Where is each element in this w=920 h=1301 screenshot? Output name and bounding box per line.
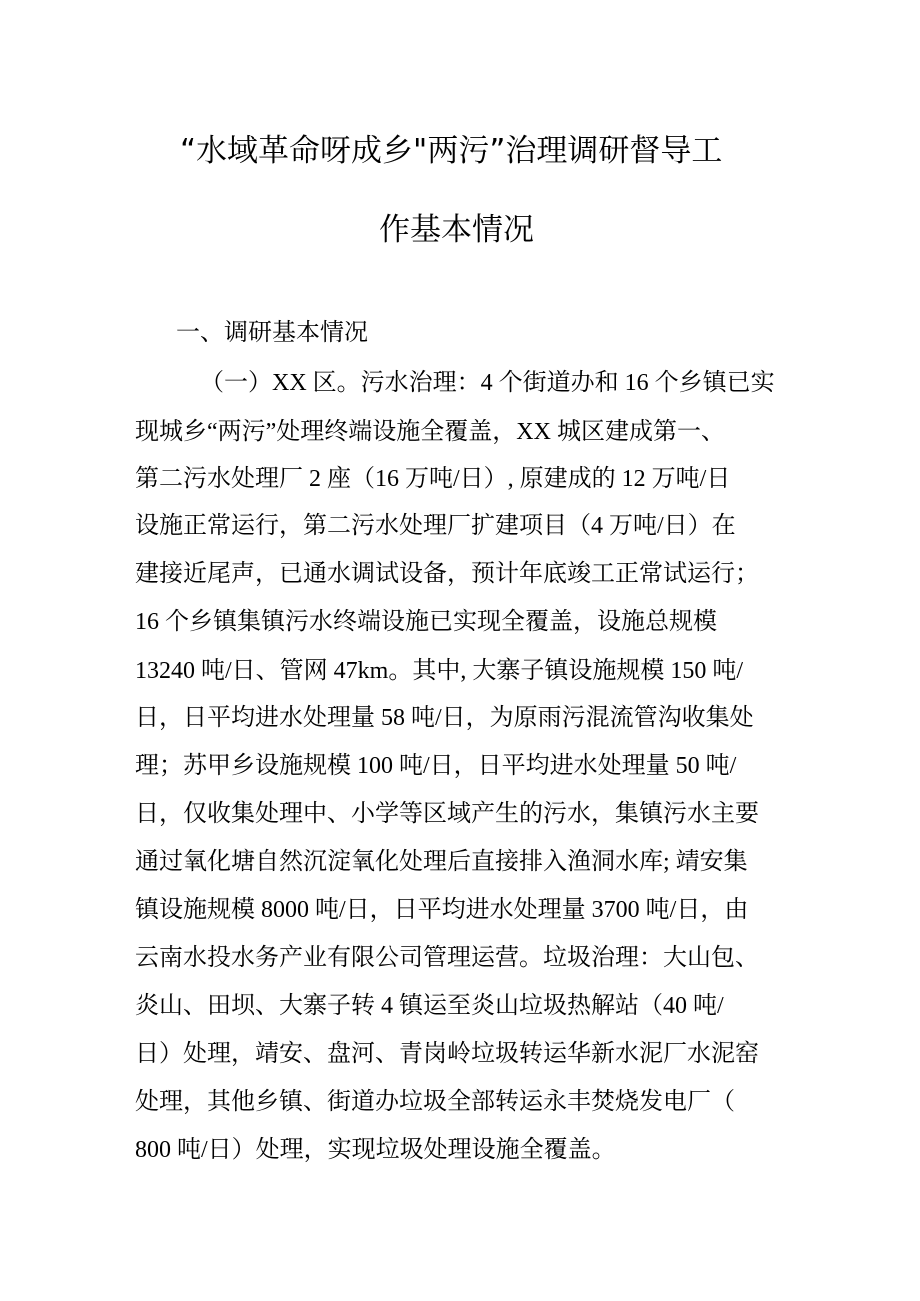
paragraph-line: 炎山、田坝、大寨子转 4 镇运至炎山垃圾热解站（40 吨/ [135,993,724,1019]
paragraph-line: 第二污水处理厂 2 座（16 万吨/日）, 原建成的 12 万吨/日 [135,466,731,492]
paragraph-line: 理；苏甲乡设施规模 100 吨/日，日平均进水处理量 50 吨/ [135,753,737,779]
paragraph-line: 13240 吨/日、管网 47km。其中, 大寨子镇设施规模 150 吨/ [135,658,744,684]
paragraph-line: 日）处理，靖安、盘河、青岗岭垃圾转运华新水泥厂水泥窑 [135,1041,759,1067]
paragraph-line: （一）XX 区。污水治理：4 个街道办和 16 个乡镇已实 [200,370,775,396]
paragraph-line: 日，日平均进水处理量 58 吨/日，为原雨污混流管沟收集处 [135,705,754,731]
paragraph-line: 日，仅收集处理中、小学等区域产生的污水，集镇污水主要 [135,801,759,827]
document-title-line-2: 作基本情况 [379,212,534,248]
paragraph-line: 设施正常运行，第二污水处理厂扩建项目（4 万吨/日）在 [135,513,736,539]
section-heading-1: 一、调研基本情况 [176,318,368,346]
paragraph-line: 现城乡“两污”处理终端设施全覆盖，XX 城区建成第一、 [135,419,725,445]
paragraph-line: 镇设施规模 8000 吨/日，日平均进水处理量 3700 吨/日，由 [135,897,749,923]
paragraph-line: 800 吨/日）处理，实现垃圾处理设施全覆盖。 [135,1137,616,1163]
paragraph-line: 云南水投水务产业有限公司管理运营。垃圾治理：大山包、 [135,945,759,971]
document-title-line-1: “水域革命呀成乡"两污”治理调研督导工 [180,133,723,169]
paragraph-line: 建接近尾声，已通水调试设备，预计年底竣工正常试运行； [135,561,759,587]
paragraph-line: 通过氧化塘自然沉淀氧化处理后直接排入渔洞水库; 靖安集 [135,849,748,875]
paragraph-line: 16 个乡镇集镇污水终端设施已实现全覆盖，设施总规模 [135,609,717,635]
paragraph-line: 处理，其他乡镇、街道办垃圾全部转运永丰焚烧发电厂（ [135,1089,735,1115]
